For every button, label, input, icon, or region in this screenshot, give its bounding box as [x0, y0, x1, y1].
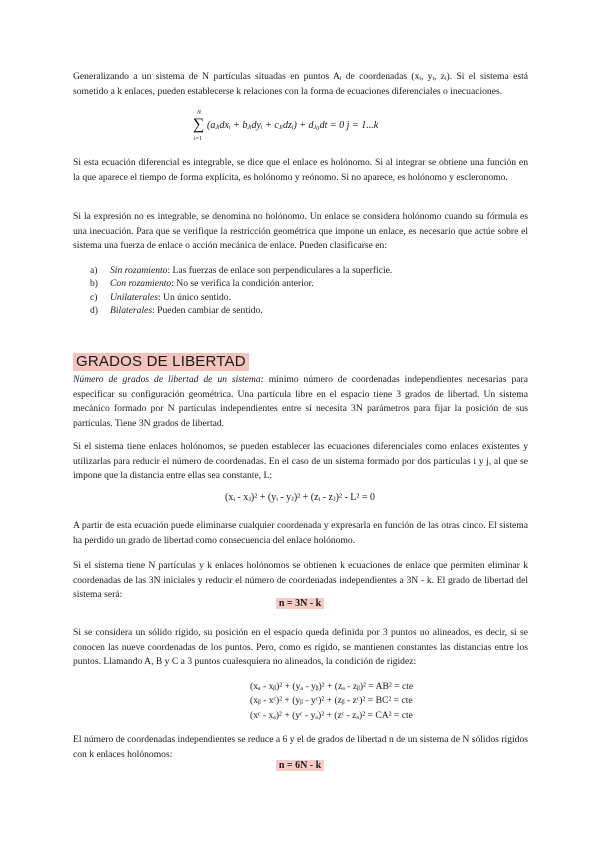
list-item-label: d)	[90, 305, 98, 317]
list-item-term: Unilaterales	[110, 291, 158, 303]
rigid-body-paragraph: Si se considera un sólido rígido, su posición en el espacio queda definida por 3 puntos no alineados, es decir, si se conocen las nueve coordenadas de los puntos. Pero, como es rígido, se mantienen constantes las distancias entre los puntos. Llamando A, B y C a 3 puntos cualesquiera no alineados, la condición de rigidez:	[73, 627, 528, 668]
sum-equation	[193, 110, 433, 144]
definition-paragraph	[73, 373, 528, 431]
rigidity-eq-ca: (xᶜ - xₐ)² + (yᶜ - yₐ)² + (zᶜ - zₐ)² = CA² = cte	[250, 709, 413, 721]
sum-equation-body: (aⱼᵢdxᵢ + bⱼᵢdyᵢ + cⱼᵢdzᵢ) + dⱼ₀dt = 0 j = 1...k	[207, 120, 379, 131]
list-item-text: : Un único sentido.	[157, 291, 231, 303]
list-item-term: Bilaterales	[110, 305, 153, 317]
list-item-text: : Las fuerzas de enlace son perpendiculares a la superficie.	[167, 265, 393, 276]
list-item	[90, 277, 530, 290]
section-heading: GRADOS DE LIBERTAD	[73, 353, 249, 371]
elimination-paragraph: A partir de esta ecuación puede eliminarse cualquier coordenada y expresarla en función de las otras cinco. El sistema ha perdido un grado de libertad como consecuencia del enlace holónomo.	[73, 520, 528, 546]
list-item-term: Con rozamiento	[110, 278, 172, 290]
list-item	[90, 304, 530, 317]
list-item-text: : No se verifica la condición anterior.	[171, 278, 314, 290]
list-item-term: Sin rozamiento	[110, 265, 168, 276]
intro-paragraph: Generalizando a un sistema de N partículas situadas en puntos Aᵢ de coordenadas (xᵢ, yᵢ, zᵢ). Si el sistema está sometido a k enlaces, pueden establecerse k relaciones con la forma de ecuaciones diferenciales o inecuaciones.	[73, 71, 528, 97]
list-item-label: a)	[90, 265, 98, 276]
non-integrable-paragraph: Si la expresión no es integrable, se denomina no holónomo. Un enlace se considera holónomo cuando su fórmula es una inecuación. Para que se verifique la restricción geométrica que impone un enlace, es necesario que actúe sobre el sistema una fuerza de enlace o acción mecánica de enlace. Pueden clasificarse en:	[73, 211, 528, 252]
dof-formula-rigid: n = 6N - k	[276, 760, 324, 771]
sum-lower-limit: i=1	[194, 136, 203, 142]
definition-text: mínimo número de coordenadas independientes necesarias para especificar su configuración geométrica. Una partícula libre en el espacio tiene 3 grados de libertad. Un sistema mecánico formado por N partículas independientes entre sí necesita 3N parámetros para fijar la posición de sus partículas. Tiene 3N grados de libertad.	[73, 374, 528, 429]
dof-equation-particles	[0, 598, 600, 609]
definition-term: Número de grados de libertad de un sistema:	[73, 374, 264, 385]
integrable-paragraph: Si esta ecuación diferencial es integrable, se dice que el enlace es holónomo. Si al integrar se obtiene una función en la que aparece el tiempo de forma explícita, es holónomo y reónomo. Si no aparece, es holónomo y escleronomo.	[73, 157, 528, 183]
dof-equation-rigid	[0, 760, 600, 771]
holonomic-paragraph: Si el sistema tiene enlaces holónomos, se pueden establecer las ecuaciones diferenciales como enlaces existentes y utilizarlas para reducir el número de coordenadas. En el caso de un sistema formado por dos partículas i y j, al que se impone que la distancia entre ellas sea constante, L:	[73, 441, 528, 482]
list-item-label: b)	[90, 278, 98, 290]
rigidity-eq-ab: (xₐ - xᵦ)² + (yₐ - yᵦ)² + (zₐ - zᵦ)² = AB² = cte	[250, 681, 414, 692]
dof-formula-particles: n = 3N - k	[276, 598, 324, 609]
list-item-label: c)	[90, 291, 98, 303]
rigidity-eq-bc: (xᵦ - xᶜ)² + (yᵦ - yᶜ)² + (zᵦ - zᶜ)² = BC² = cte	[250, 695, 413, 707]
sigma-symbol: ∑	[193, 116, 205, 133]
link-types-list	[90, 264, 530, 318]
list-item-text: : Pueden cambiar de sentido.	[152, 305, 263, 317]
sum-upper-limit: N	[197, 110, 202, 116]
list-item	[90, 291, 530, 304]
n-particles-paragraph: Si el sistema tiene N partículas y k enlaces holónomos se obtienen k ecuaciones de enlace que permiten eliminar k coordenadas de las 3N iniciales y reducir el número de coordenadas independientes a 3N - k. El grado de libertad del sistema será:	[73, 560, 528, 601]
distance-equation: (xᵢ - xⱼ)² + (yᵢ - yⱼ)² + (zᵢ - zⱼ)² - L² = 0	[224, 492, 376, 503]
final-paragraph: El número de coordenadas independientes se reduce a 6 y el de grados de libertad n de un sistema de N sólidos rígidos con k enlaces holónomos:	[73, 734, 528, 760]
list-item	[90, 264, 530, 277]
rigidity-equations	[250, 680, 413, 723]
